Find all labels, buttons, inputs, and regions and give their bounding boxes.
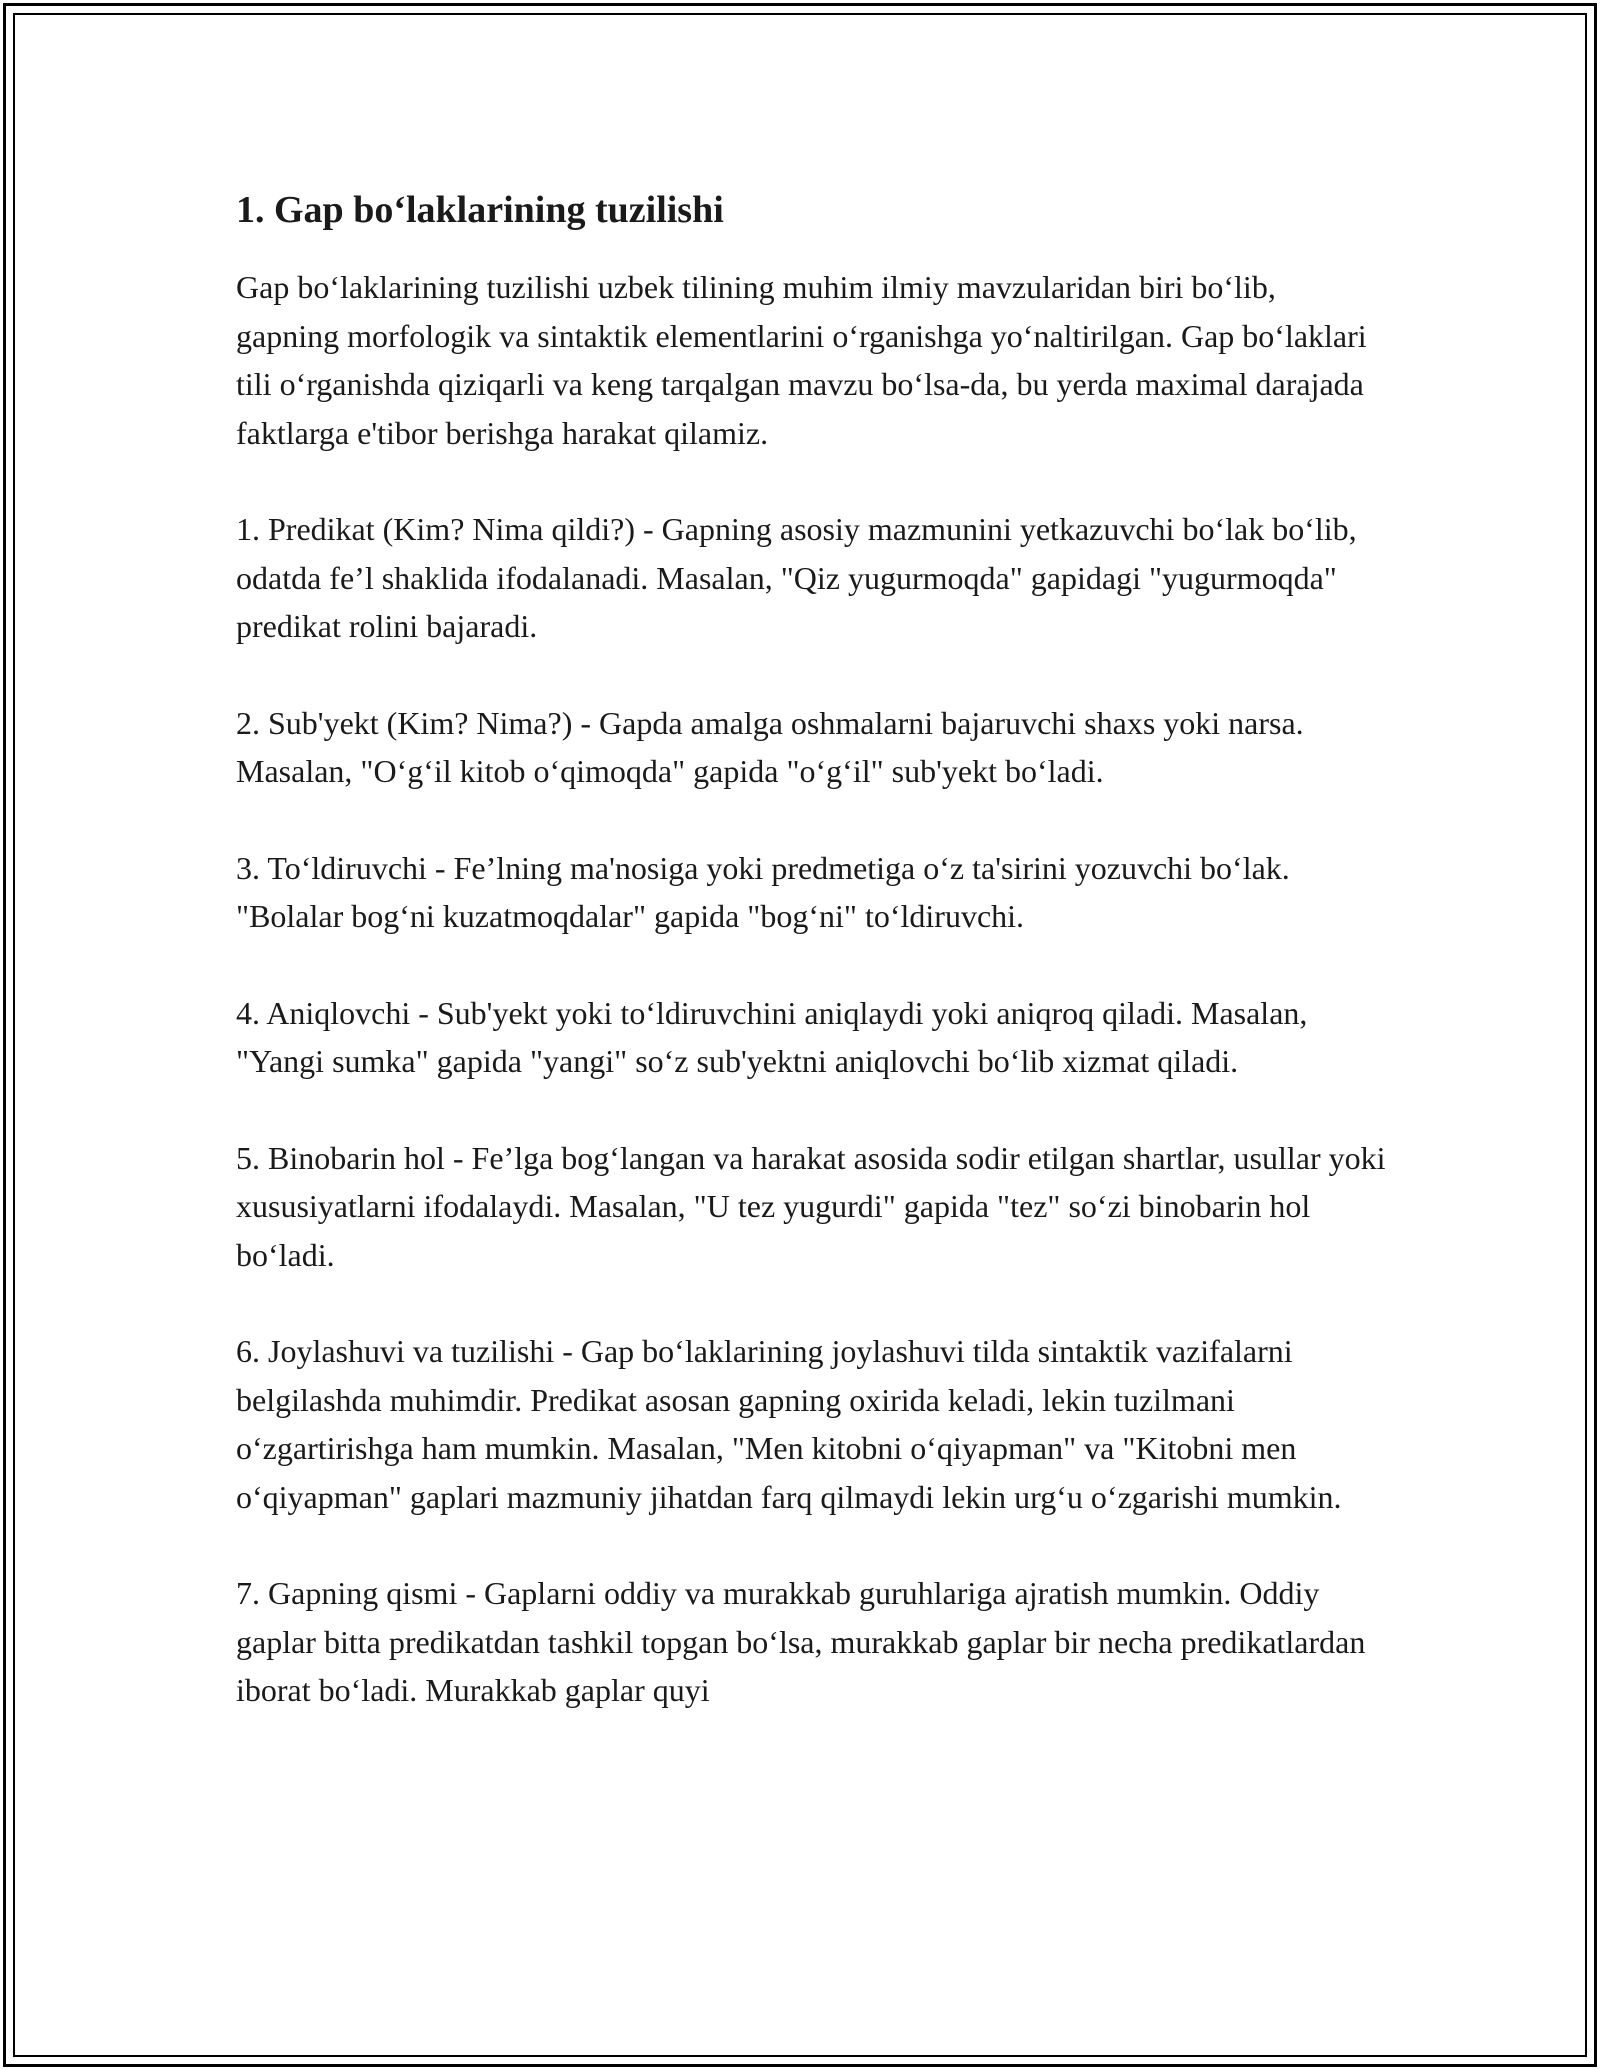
intro-paragraph: Gap bo‘laklarining tuzilishi uzbek tilining muhim ilmiy mavzularidan biri bo‘lib, gapning morfologik va sintaktik elementlarini o‘rganishga yo‘naltirilgan. Gap bo‘laklari tili o‘rganishda qiziqarli va keng tarqalgan mavzu bo‘lsa-da, bu yerda maximal darajada faktlarga e'tibor berishga harakat qilamiz. [236,269,1367,451]
paragraph-predikat: 1. Predikat (Kim? Nima qildi?) - Gapning asosiy mazmunini yetkazuvchi bo‘lak bo‘lib, odatda fe’l shaklida ifodalanadi. Masalan, "Qiz yugurmoqda" gapidagi "yugurmoqda" predikat rolini bajaradi. [236,511,1357,645]
paragraph-gapning-qismi: 7. Gapning qismi - Gaplarni oddiy va murakkab guruhlariga ajratish mumkin. Oddiy gaplar bitta predikatdan tashkil topgan bo‘lsa, murakkab gaplar bir necha predikatlardan iborat bo‘ladi. Murakkab gaplar quyi [236,1575,1366,1709]
document-body [236,186,1386,1715]
paragraph-subyekt: 2. Sub'yekt (Kim? Nima?) - Gapda amalga oshmalarni bajaruvchi shaxs yoki narsa. Masalan, "O‘g‘il kitob o‘qimoqda" gapida "o‘g‘il" sub'yekt bo‘ladi. [236,704,1304,790]
paragraph-joylashuvi: 6. Joylashuvi va tuzilishi - Gap bo‘laklarining joylashuvi tilda sintaktik vazifalarni belgilashda muhimdir. Predikat asosan gapning oxirida keladi, lekin tuzilmani o‘zgartirishga ham mumkin. Masalan, "Men kitobni o‘qiyapman" va "Kitobni men o‘qiyapman" gaplari mazmuniy jihatdan farq qilmaydi lekin urg‘u o‘zgarishi mumkin. [236,1333,1342,1515]
paragraph-binobarin-hol: 5. Binobarin hol - Fe’lga bog‘langan va harakat asosida sodir etilgan shartlar, usullar yoki xususiyatlarni ifodalaydi. Masalan, "U tez yugurdi" gapida "tez" so‘zi binobarin hol bo‘ladi. [236,1139,1386,1273]
document-title: 1. Gap bo‘laklarining tuzilishi [236,189,724,231]
paragraph-toldiruvchi: 3. To‘ldiruvchi - Fe’lning ma'nosiga yoki predmetiga o‘z ta'sirini yozuvchi bo‘lak. "Bolalar bog‘ni kuzatmoqdalar" gapida "bog‘ni" to‘ldiruvchi. [236,849,1290,935]
paragraph-aniqlovchi: 4. Aniqlovchi - Sub'yekt yoki to‘ldiruvchini aniqlaydi yoki aniqroq qiladi. Masalan, "Yangi sumka" gapida "yangi" so‘z sub'yektni aniqlovchi bo‘lib xizmat qiladi. [236,994,1308,1080]
